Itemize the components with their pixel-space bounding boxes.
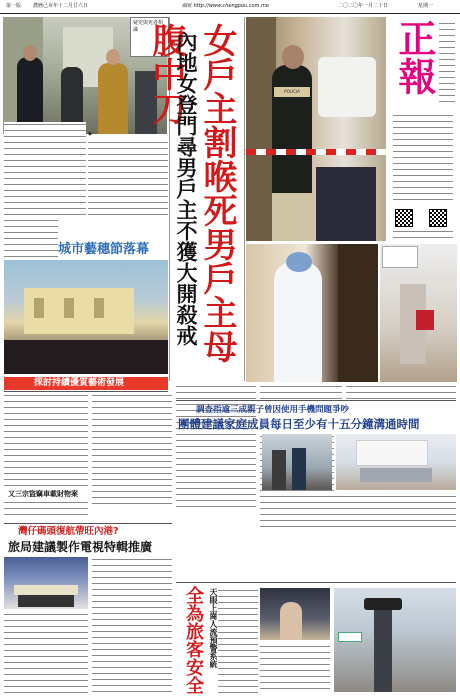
divider-rule xyxy=(4,523,172,524)
article-text xyxy=(260,644,330,693)
bus-kicker: 灣仔碼頭復航帶旺內港? xyxy=(18,526,119,537)
blue-headline: 團體建議家庭成員每日至少有十五分鐘溝通時間 xyxy=(178,417,420,431)
photo-monitor-room xyxy=(260,588,330,640)
masthead-info-lines xyxy=(393,113,453,205)
photo-seminar-room xyxy=(336,434,456,490)
gregorian-date: 二〇二〇年一月二十日 xyxy=(338,3,389,9)
photo-apartment-hall xyxy=(380,244,457,382)
article-text xyxy=(92,393,172,508)
lead-subhead: 內地女登門尋男戶主不獲大開殺戒 xyxy=(174,31,199,346)
safety-headline: 全為旅客安全 xyxy=(183,586,204,694)
photo-crime-scene-officer: POLICIA xyxy=(246,17,386,241)
blue-kicker: 調查指逾三成親子曾因使用手機問題爭吵 xyxy=(196,405,350,415)
safety-subhead: 天眼上崗人流預警系統 xyxy=(209,588,218,668)
article-text xyxy=(4,500,88,518)
masthead-side-info xyxy=(439,21,455,105)
divider-rule xyxy=(4,391,168,392)
photo-tourism-panel xyxy=(4,557,88,609)
logo: 正報 xyxy=(392,19,437,95)
masthead-qr-labels xyxy=(393,229,453,239)
weekday: 星期一 xyxy=(418,3,434,9)
inset-caption: 疑兇與死者相識 xyxy=(133,20,164,33)
story-caption: ◆ xyxy=(88,131,92,137)
lead-headline: 女戶主割喉死男戶主母腹中刀 xyxy=(146,23,237,363)
photo-forensic-doorway xyxy=(246,244,378,382)
red-banner: 探討持續優質藝術發展 xyxy=(4,377,168,390)
article-text xyxy=(218,588,258,693)
page-label: 第一版 xyxy=(6,3,22,9)
photo-street-camera xyxy=(334,588,456,692)
photo-press-conference xyxy=(262,434,332,490)
article-text xyxy=(4,612,88,693)
article-text xyxy=(92,557,172,693)
photo-festival-stage xyxy=(4,260,168,374)
divider-rule xyxy=(176,400,456,401)
article-text xyxy=(176,384,256,508)
article-text xyxy=(4,393,88,489)
article-text xyxy=(346,384,456,404)
article-text xyxy=(4,122,86,215)
site-label[interactable]: 網址 http://www.chengpou.com.mo xyxy=(182,3,269,9)
article-text xyxy=(260,494,456,530)
side-caption: 城市藝穗節落幕 xyxy=(58,242,150,257)
article-text xyxy=(88,140,168,216)
lunar-date: 農曆己亥年十二月廿六日 xyxy=(33,3,89,9)
small-headline: 又三宗盜竊車載財物案 xyxy=(8,490,78,498)
qr-code-icon[interactable] xyxy=(395,209,413,227)
article-text xyxy=(260,384,342,404)
article-text xyxy=(4,218,58,258)
bus-headline: 旅局建議製作電視特輯推廣 xyxy=(8,540,153,554)
qr-code-icon[interactable] xyxy=(429,209,447,227)
masthead xyxy=(389,17,457,241)
divider-rule xyxy=(176,582,456,583)
header-strip xyxy=(0,0,460,14)
